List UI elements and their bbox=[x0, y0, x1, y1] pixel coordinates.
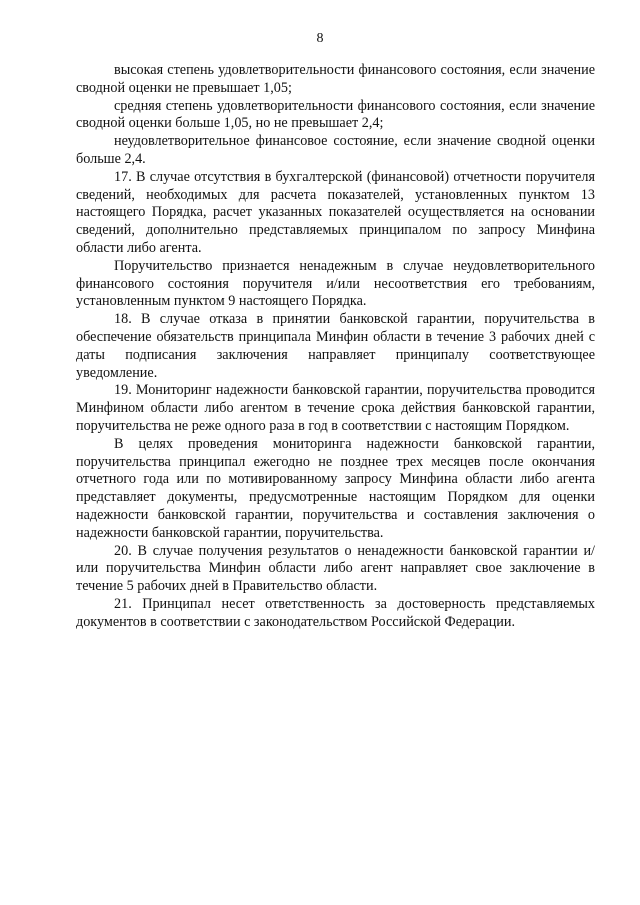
paragraph-unsatisfactory: неудовлетворительное финансовое состояние, если значение сводной оценки больше 2,4. bbox=[76, 133, 595, 167]
paragraph-item-18: 18. В случае отказа в принятии банковской гарантии, поручительства в обеспечение обязательств принципала Минфин области в течение 3 рабочих дней с даты подписания заключения направляет принципалу соответствующее уведомление. bbox=[76, 311, 595, 381]
paragraph-item-19: 19. Мониторинг надежности банковской гарантии, поручительства проводится Минфином области либо агентом в течение срока действия банковской гарантии, поручительства не реже одного раза в год в соответствии с настоящим Порядком. bbox=[76, 382, 595, 434]
document-body bbox=[76, 62, 595, 632]
paragraph-guarantee-unreliable: Поручительство признается ненадежным в случае неудовлетворительного финансового состояния поручителя и/или несоответствия его требованиям, установленным пунктом 9 настоящего Порядка. bbox=[76, 257, 595, 310]
paragraph-item-20: 20. В случае получения результатов о ненадежности банковской гарантии и/или поручительства Минфин области либо агент направляет свое заключение в течение 5 рабочих дней в Правительство области. bbox=[76, 542, 595, 595]
paragraph-high-degree: высокая степень удовлетворительности финансового состояния, если значение сводной оценки не превышает 1,05; bbox=[76, 62, 595, 96]
paragraph-item-17: 17. В случае отсутствия в бухгалтерской (финансовой) отчетности поручителя сведений, необходимых для расчета показателей, установленных пунктом 13 настоящего Порядка, расчет указанных показателей осуществляется на основании сведений, дополнительно представляемых принципалом по запросу Минфина области либо агента. bbox=[76, 168, 595, 256]
page-number: 8 bbox=[316, 31, 324, 46]
paragraph-medium-degree: средняя степень удовлетворительности финансового состояния, если значение сводной оценки больше 1,05, но не превышает 2,4; bbox=[76, 97, 595, 132]
paragraph-monitoring-purpose: В целях проведения мониторинга надежности банковской гарантии, поручительства принципал ежегодно не позднее трех месяцев после окончания отчетного года или по мотивированному запросу Минфина области либо агента представляет документы, предусмотренные настоящим Порядком для оценки надежности банковской гарантии, поручительства и составления заключения о надежности банковской гарантии, поручительства. bbox=[76, 435, 595, 541]
paragraph-item-21: 21. Принципал несет ответственность за достоверность представляемых документов в соответствии с законодательством Российской Федерации. bbox=[76, 595, 595, 630]
